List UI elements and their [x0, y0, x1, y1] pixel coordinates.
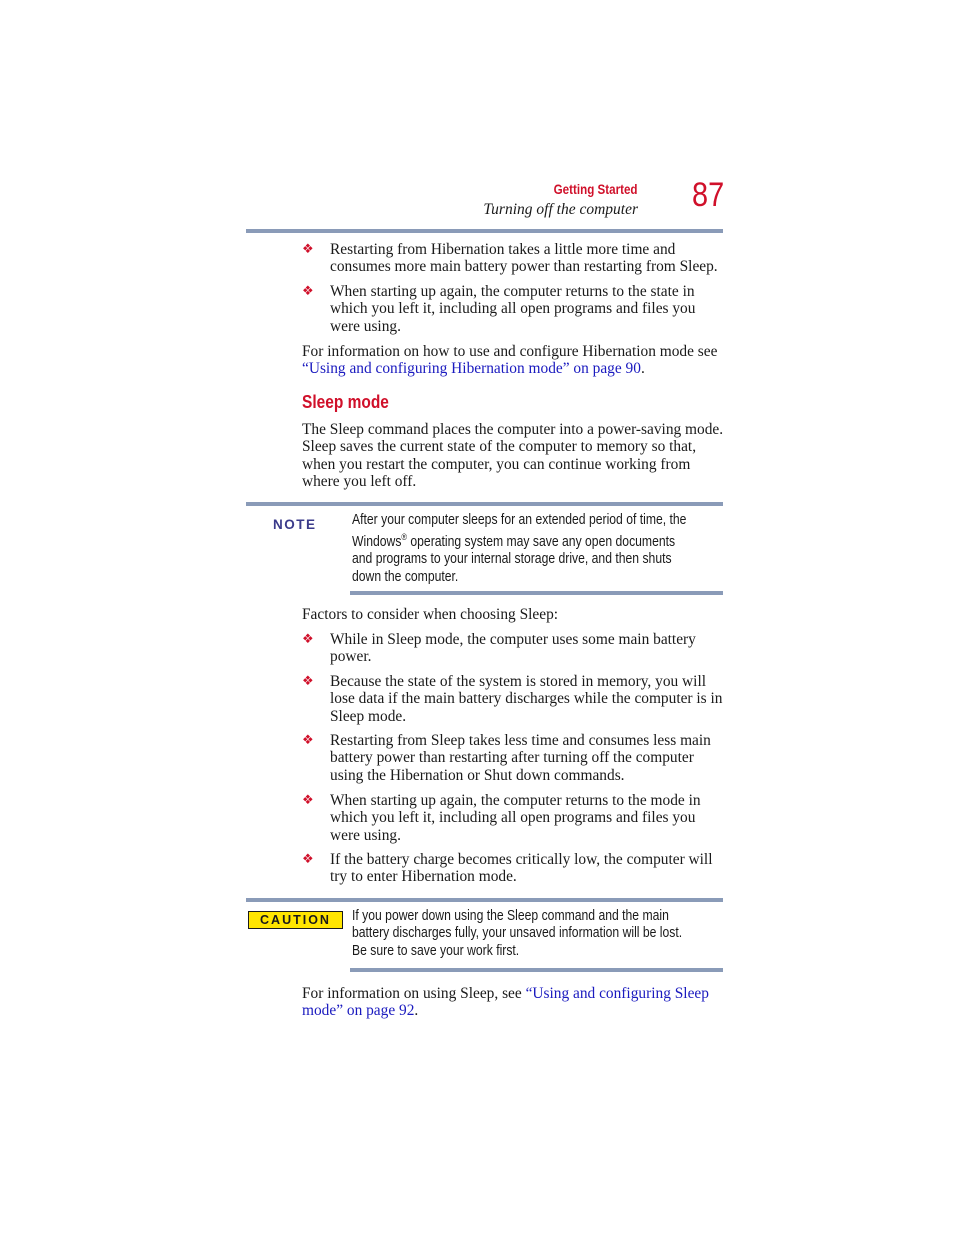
caution-bottom-rule: [350, 968, 723, 972]
bullet-icon: ❖: [302, 673, 314, 688]
list-item: [302, 732, 727, 784]
caution-text: If you power down using the Sleep command and the main battery discharges fully, your unsaved information will be lost. Be sure to save your work first.: [352, 908, 683, 959]
bullet-icon: ❖: [302, 241, 314, 256]
bullet-icon: ❖: [302, 792, 314, 807]
list-item: [302, 673, 727, 725]
list-item-text: When starting up again, the computer returns to the mode in which you left it, including all open programs and files you were using.: [330, 792, 701, 844]
caution-label: CAUTION: [248, 911, 343, 929]
sleep-info-paragraph: [302, 985, 727, 1020]
sleep-link[interactable]: “Using and configuring Sleep mode” on page 92: [302, 985, 709, 1020]
bullet-icon: ❖: [302, 631, 314, 646]
period: .: [640, 360, 645, 378]
sleep-info-text: For information on using Sleep, see: [302, 985, 526, 1002]
list-item-text: Restarting from Sleep takes less time and consumes less main battery power than restarting after turning off the computer using the Hibernation or Shut down commands.: [330, 732, 711, 784]
list-item-text: Because the state of the system is stored in memory, you will lose data if the main battery discharges while the computer is in Sleep mode.: [330, 673, 723, 725]
period: .: [414, 1002, 419, 1020]
header-rule: [246, 229, 723, 233]
bullet-icon: ❖: [302, 283, 314, 298]
note-text: [352, 512, 688, 586]
caution-top-rule: [246, 898, 723, 902]
list-item-text: Restarting from Hibernation takes a little more time and consumes more main battery power than restarting from Sleep.: [330, 241, 718, 276]
list-item: [302, 792, 727, 844]
note-label: NOTE: [273, 517, 317, 532]
note-bottom-rule: [350, 591, 723, 595]
list-item: [302, 851, 727, 886]
section-title: Turning off the computer: [483, 201, 638, 218]
bullet-icon: ❖: [302, 732, 314, 747]
sleep-intro-paragraph: The Sleep command places the computer into a power-saving mode. Sleep saves the current state of the computer to memory so that, when you restart the computer, you can continue working from where you left off.: [302, 421, 724, 490]
note-text-after: operating system may save any open documents and programs to your internal storage drive, and then shuts down the computer.: [352, 534, 676, 585]
list-item-text: When starting up again, the computer returns to the state in which you left it, including all open programs and files you were using.: [330, 283, 696, 335]
registered-mark: ®: [401, 532, 407, 543]
list-item: [302, 283, 727, 335]
note-top-rule: [246, 502, 723, 506]
list-item: [302, 241, 727, 276]
factors-intro: Factors to consider when choosing Sleep:: [302, 606, 559, 623]
hibernation-info-text: For information on how to use and configure Hibernation mode see: [302, 343, 718, 360]
chapter-title: Getting Started: [554, 182, 638, 197]
note-text-before: After your computer sleeps for an extended period of time, the Windows: [352, 512, 687, 551]
list-item-text: If the battery charge becomes critically low, the computer will try to enter Hibernation mode.: [330, 851, 713, 886]
list-item: [302, 631, 727, 666]
hibernation-info-paragraph: [302, 343, 727, 378]
page-number: 87: [692, 176, 725, 214]
hibernation-link[interactable]: “Using and configuring Hibernation mode” on page 90: [302, 360, 641, 378]
sleep-mode-heading: Sleep mode: [302, 392, 389, 412]
list-item-text: While in Sleep mode, the computer uses some main battery power.: [330, 631, 696, 666]
bullet-icon: ❖: [302, 851, 314, 866]
